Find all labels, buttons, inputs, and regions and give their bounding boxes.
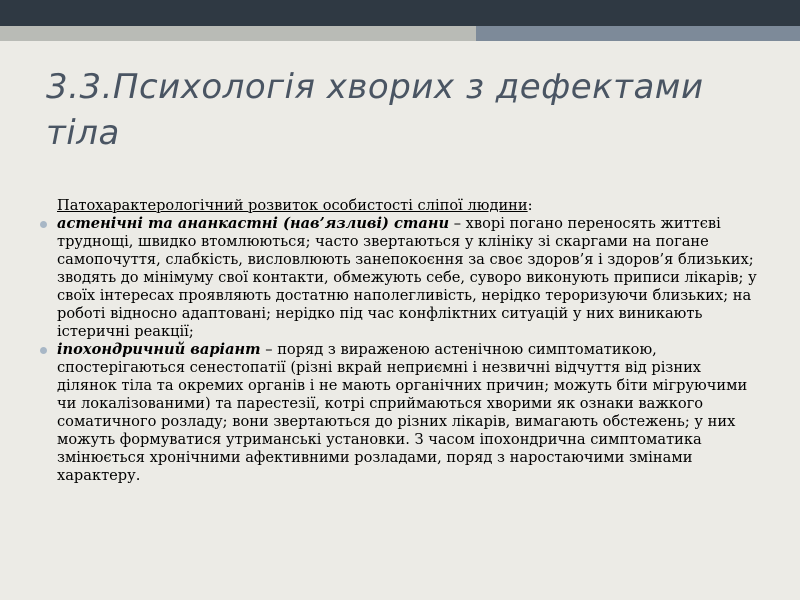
header-band-dark <box>0 0 800 26</box>
slide-body <box>57 197 762 485</box>
intro-colon: : <box>527 197 533 214</box>
bullet-item-asthenic <box>57 215 762 341</box>
bullet-text: – поряд з вираженою астенічною симптоматикою, спостерігаються сенестопатії (різні вкрай неприємні і незвичні відчуття від різних ділянок тіла та окремих органів і не мають органічних причин; можуть біти мігруючими чи локалізованими) та парестезії, котрі сприймаються хворими як ознаки важкого соматичного розладу; вони звертаються до різних лікарів, вимагають обстежень; у них можуть формуватися утриманські установки. З часом іпохондрична симптоматика змінюється хронічними афективними розладами, поряд з наростаючими змінами характеру. <box>57 341 748 484</box>
bullet-item-hypochondriac <box>57 341 762 485</box>
intro-heading: Патохарактерологічний розвиток особистості сліпої людини <box>57 197 528 214</box>
bullet-dot-icon <box>40 221 47 228</box>
header-band-accent <box>476 26 800 41</box>
bullet-text: – хворі погано переносять життєві труднощі, швидко втомлюються; часто звертаються у клініку зі скаргами на погане самопочуття, слабкість, висловлюють занепокоєння за своє здоров’я і здоров’я близьких; зводять до мінімуму свої контакти, обмежують себе, суворо виконують приписи лікарів; у своїх інтересах проявляють достатню наполегливість, нерідко тероризуючи близьких; на роботі відносно адаптовані; нерідко під час конфліктних ситуацій у них виникають істеричні реакції; <box>57 215 757 340</box>
bullet-term: астенічні та ананкастні (нав’язливі) стани <box>57 215 450 232</box>
intro-line <box>57 197 762 215</box>
slide-title: 3.3.Психологія хворих з дефектами тіла <box>46 67 704 153</box>
bullet-term: іпохондричний варіант <box>57 341 261 358</box>
bullet-list <box>57 215 762 485</box>
bullet-dot-icon <box>40 347 47 354</box>
